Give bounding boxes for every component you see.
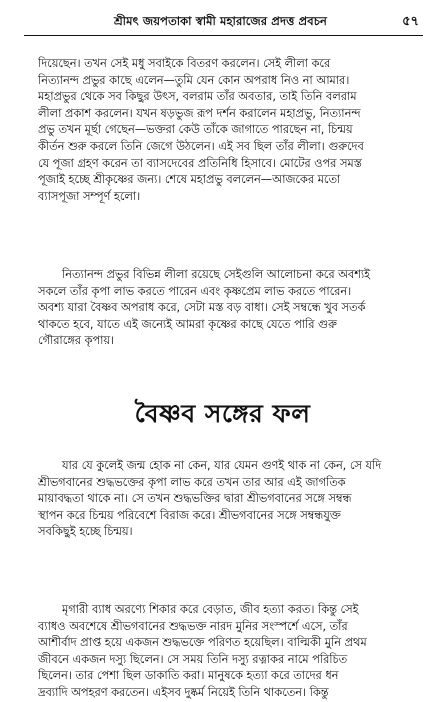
text-line: জীবনে একজন দস্যু ছিলেন। সে সময় তিনি দস্যু রত্নাকর নামে পরিচিত <box>38 652 348 666</box>
page-number: ৫৭ <box>402 14 419 29</box>
text-line: মৃগারী ব্যাধ অরণ্যে শিকার করে বেড়াত, জীব হত্যা করত। কিন্তু সেই <box>62 603 359 616</box>
text-line: ব্যাধও অবশেষে শ্রীভগবানের শুদ্ধভক্ত নারদ মুনির সংস্পর্শে এসে, তাঁর <box>38 619 348 633</box>
paragraph-1 <box>38 56 430 205</box>
text-line: কীর্তন শুরু করলে তিনি জেগে উঠলেন। এই সব ছিল তাঁর লীলা। গুরুদেব <box>38 139 364 153</box>
text-line: সবকিছুই হচ্ছে চিন্ময়। <box>38 525 133 539</box>
text-line: গৌরাঙ্গের কৃপায়। <box>38 334 115 348</box>
text-line: মহাপ্রভুর থেকে সব কিছুর উৎস, বলরাম তাঁর অবতার, তাই তিনি বলরাম <box>38 90 357 104</box>
text-line: লীলা প্রকাশ করলেন। যখন ষড়ভুজ রূপ দর্শন করালেন মহাপ্রভু, নিত্যানন্দ <box>38 106 361 120</box>
text-line: ছিলেন। তার পেশা ছিল ডাকাতি করা। মানুষকে হত্যা করে তাদের ধন <box>38 669 339 683</box>
text-line: আশীর্বাদ প্রাপ্ত হয়ে একজন শুদ্ধভক্তে পরিণত হয়েছিল। বাল্মিকী মুনি প্রথম <box>38 636 367 650</box>
text-line: অবশ্য যারা বৈষ্ণব অপরাধ করে, সেটা মস্ত বড় বাধা। সেই সম্বন্ধে খুব সতর্ক <box>38 301 366 315</box>
paragraph-4 <box>38 602 430 702</box>
text-line: শ্রীভগবানের শুদ্ধভক্তের কৃপা লাভ করে তখন তার আর এই জাগতিক <box>38 475 346 489</box>
text-line: পূজাই হচ্ছে শ্রীকৃষ্ণের জন্য। শেষে মহাপ্রভু বললেন—আজকের মতো <box>38 173 341 187</box>
text-line: মায়াবদ্ধতা থাকে না। সে তখন শুদ্ধভক্তির দ্বারা শ্রীভগবানের সঙ্গে সম্বন্ধ <box>38 492 352 506</box>
text-line: নিত্যানন্দ প্রভুর বিভিন্ন লীলা রয়েছে সেইগুলি আলোচনা করে অবশ্যই <box>62 268 371 281</box>
text-line: সকলে তাঁর কৃপা লাভ করতে পারেন এবং কৃষ্ণপ্রেম লাভ করতে পারেন। <box>38 284 352 298</box>
section-heading: বৈষ্ণব সঙ্গের ফল <box>134 399 311 428</box>
text-line: দিয়েছেন। তখন সেই মধু সবাইকে বিতরণ করলেন। সেই লীলা করে <box>38 57 331 70</box>
paragraph-3 <box>38 458 430 541</box>
text-line: থাকতে হবে, যাতে এই জন্যেই আমরা কৃষ্ণের কাছে যেতে পারি গুরু <box>38 317 337 331</box>
text-line: যার যে কুলেই জন্ম হোক না কেন, যার যেমন গুণই থাক না কেন, সে যদি <box>62 459 382 472</box>
text-line: স্থাপন করে চিন্ময় পরিবেশে বিরাজ করে। শ্রীভগবানের সঙ্গে সম্বন্ধযুক্ত <box>38 508 341 522</box>
text-line: নিত্যানন্দ প্রভুর কাছে এলেন—তুমি যেন কোন অপরাধ নিও না আমার। <box>38 73 350 87</box>
paragraph-2 <box>38 267 430 350</box>
text-line: যে পূজা গ্রহণ করেন তা ব্যাসদেবের প্রতিনিধি হিসাবে। মোটের ওপর সমস্ত <box>38 156 362 170</box>
text-line: দ্রব্যাদি অপহরণ করতেন। এইসব দুষ্কর্ম নিয়েই তিনি থাকতেন। কিন্তু <box>38 685 329 699</box>
text-line: ব্যাসপূজা সম্পূর্ণ হলো। <box>38 189 141 203</box>
running-header <box>24 13 423 36</box>
header-title: শ্রীমৎ জয়পতাকা স্বামী মহারাজের প্রদত্ত প্রবচন <box>114 14 327 28</box>
text-line: প্রভু তখন মূর্ছা গেছেন—ভক্তরা কেউ তাঁকে জাগাতে পারছেন না, চিন্ময় <box>38 123 353 137</box>
